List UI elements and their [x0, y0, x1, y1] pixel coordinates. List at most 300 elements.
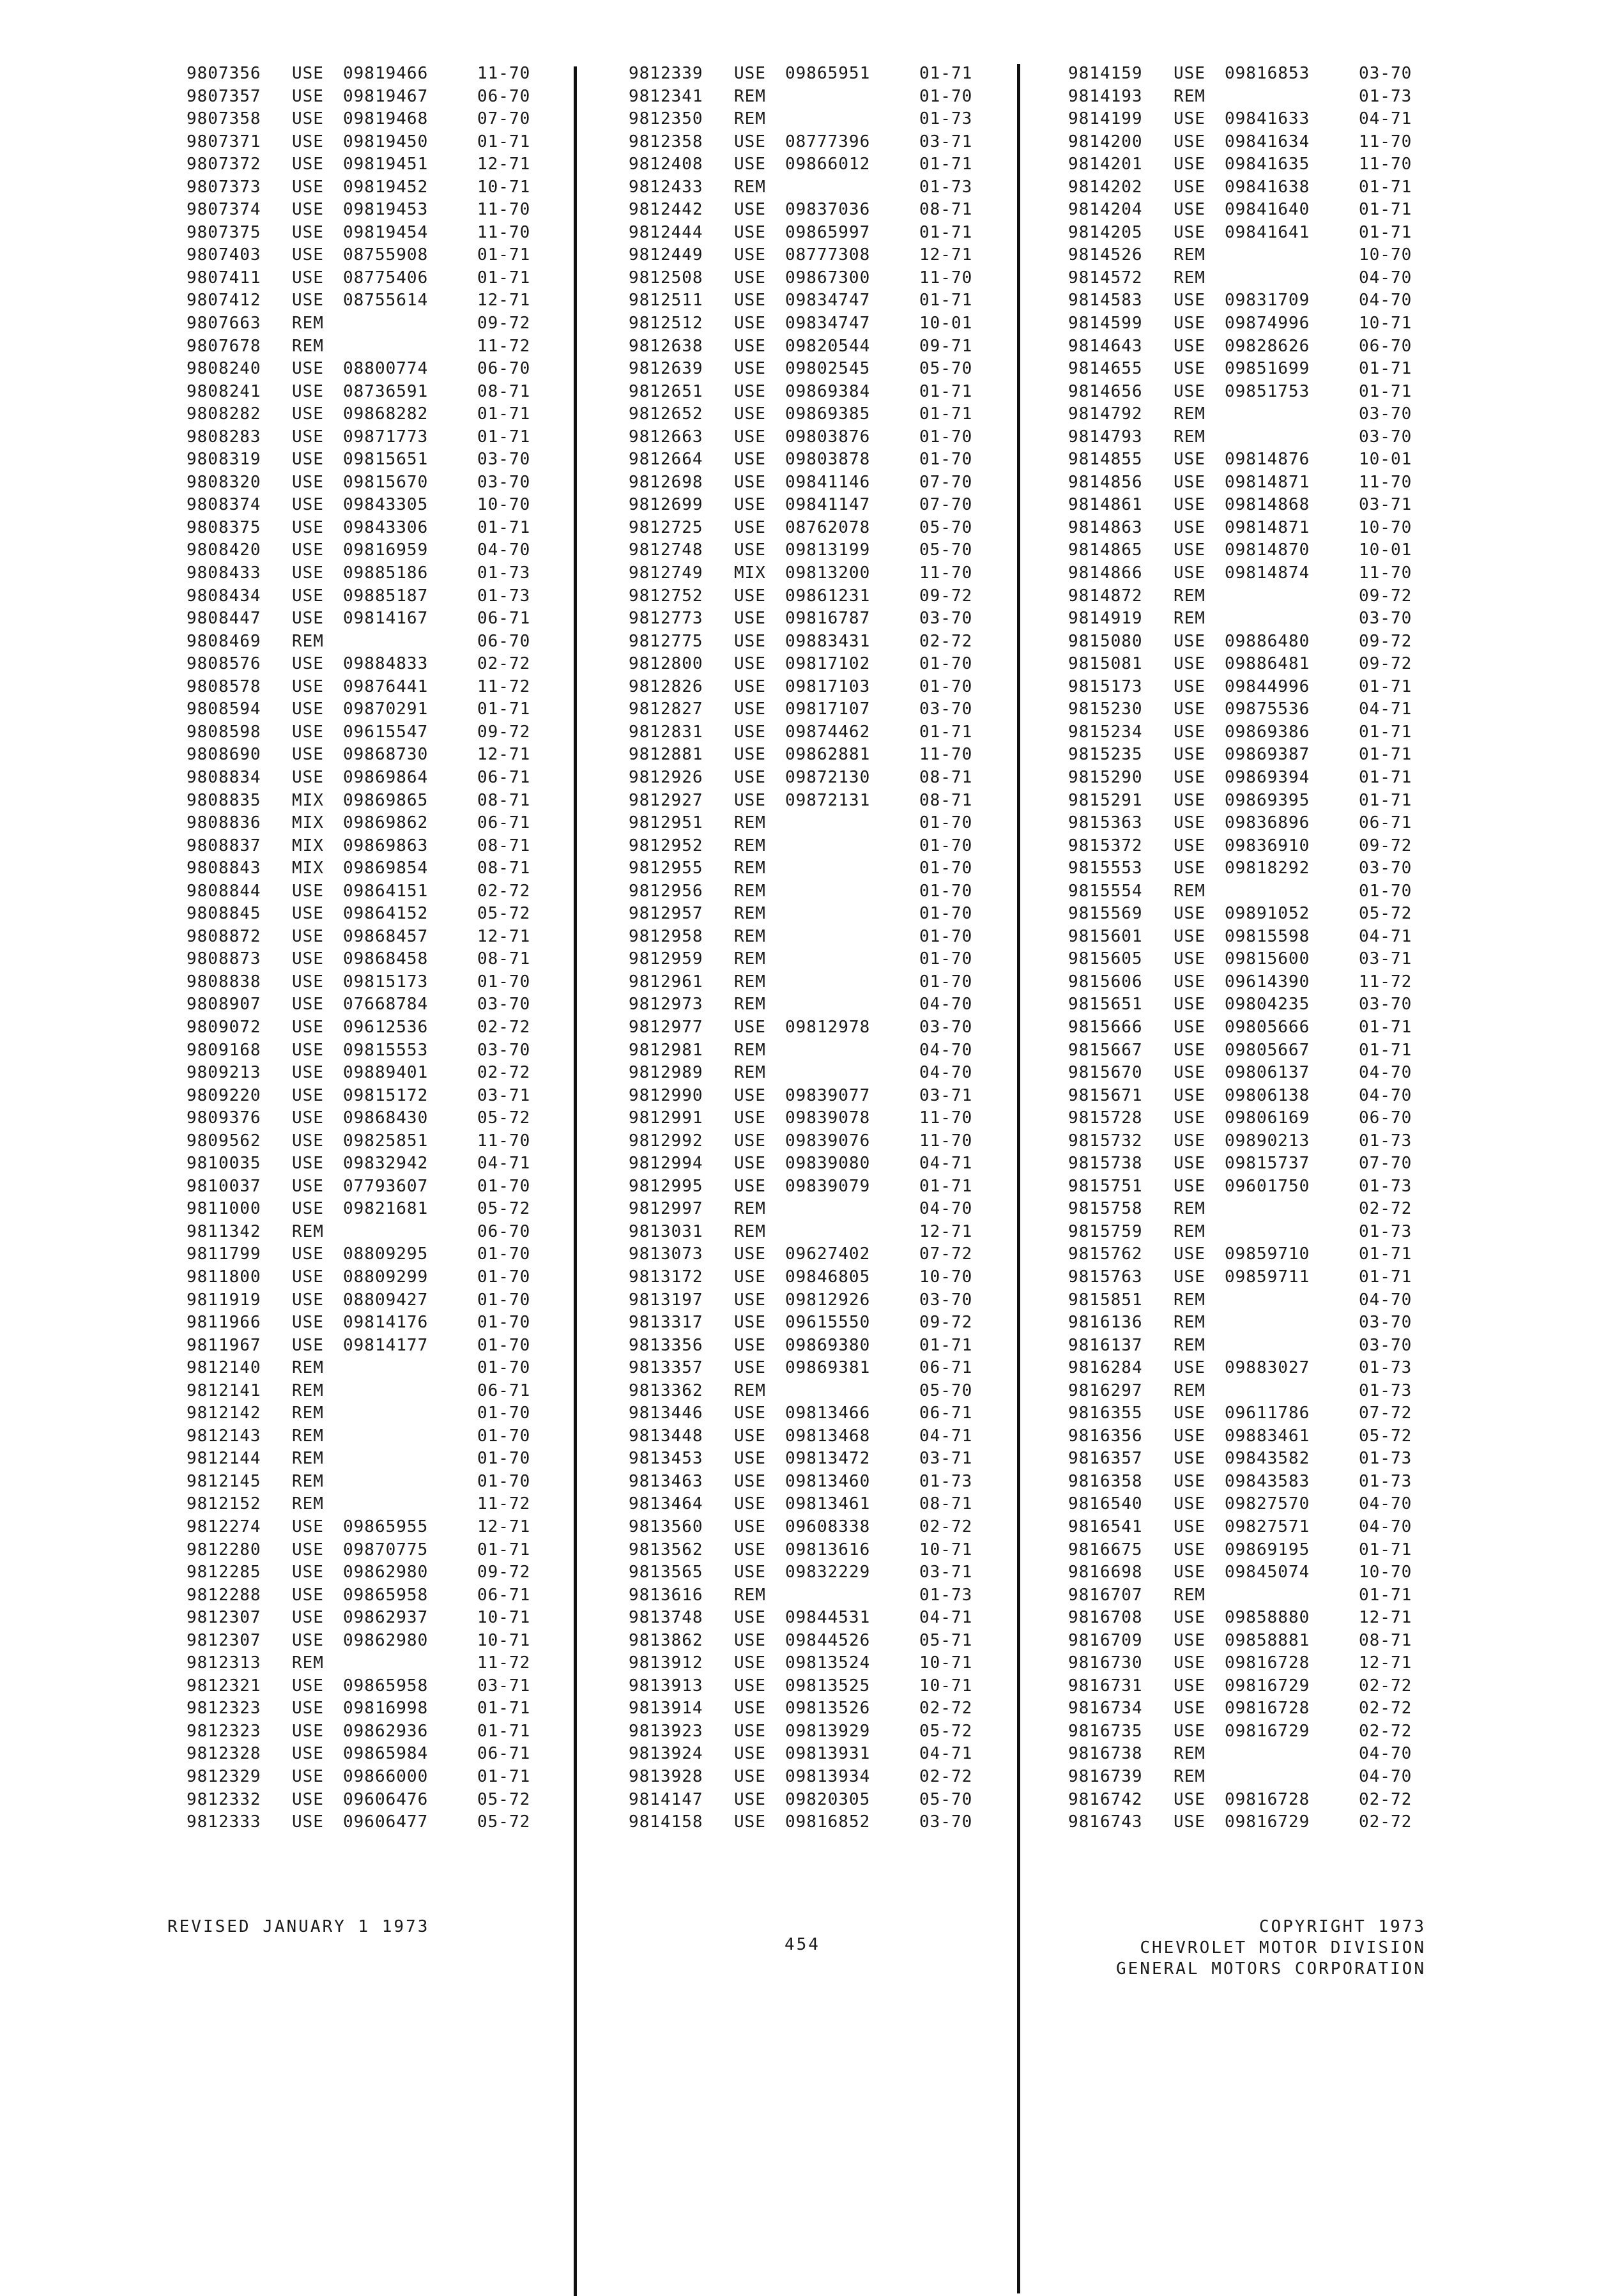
- action-code: REM: [292, 1449, 324, 1469]
- effective-date: 01-71: [919, 291, 973, 310]
- effective-date: 02-72: [919, 1699, 973, 1718]
- part-number: 9812444: [629, 222, 703, 242]
- effective-date: 10-71: [1359, 314, 1412, 333]
- effective-date: 04-70: [1359, 268, 1412, 287]
- table-row: [187, 926, 547, 949]
- effective-date: 06-71: [477, 1744, 531, 1764]
- table-row: [629, 1266, 990, 1289]
- action-code: REM: [1174, 86, 1206, 106]
- effective-date: 01-70: [919, 813, 973, 833]
- effective-date: 03-71: [477, 1085, 531, 1105]
- action-code: USE: [734, 1517, 766, 1536]
- part-number: 9809562: [187, 1131, 261, 1151]
- action-code: USE: [292, 1812, 324, 1832]
- action-code: MIX: [292, 790, 324, 810]
- table-row: [1068, 335, 1429, 358]
- replacement-part-number: 09816853: [1225, 64, 1310, 83]
- part-number: 9812328: [187, 1744, 261, 1764]
- action-code: USE: [1174, 813, 1206, 833]
- effective-date: 02-72: [477, 881, 531, 901]
- action-code: USE: [1174, 1608, 1206, 1628]
- table-row: [187, 993, 547, 1016]
- action-code: USE: [734, 155, 766, 174]
- part-number: 9807663: [187, 314, 261, 333]
- replacement-part-number: 09841633: [1225, 109, 1310, 129]
- effective-date: 10-71: [919, 1676, 973, 1695]
- action-code: USE: [1174, 1244, 1206, 1264]
- effective-date: 09-72: [1359, 631, 1412, 651]
- effective-date: 01-73: [1359, 86, 1412, 106]
- action-code: USE: [1174, 654, 1206, 674]
- part-number: 9812951: [629, 813, 703, 833]
- effective-date: 01-70: [919, 926, 973, 946]
- table-row: [629, 244, 990, 267]
- table-row: [629, 1675, 990, 1698]
- part-number: 9816734: [1068, 1699, 1143, 1718]
- effective-date: 02-72: [477, 1063, 531, 1083]
- replacement-part-number: 09813199: [785, 540, 871, 560]
- replacement-part-number: 09817103: [785, 677, 871, 696]
- replacement-part-number: 09890213: [1225, 1131, 1310, 1151]
- effective-date: 05-72: [477, 904, 531, 924]
- part-number: 9808838: [187, 972, 261, 991]
- table-row: [629, 403, 990, 426]
- action-code: USE: [734, 677, 766, 696]
- table-row: [629, 1402, 990, 1425]
- part-number: 9807373: [187, 177, 261, 197]
- effective-date: 07-70: [919, 495, 973, 515]
- table-row: [629, 222, 990, 245]
- action-code: REM: [734, 881, 766, 901]
- action-code: USE: [1174, 359, 1206, 379]
- table-row: [187, 1312, 547, 1335]
- replacement-part-number: 09844996: [1225, 677, 1310, 696]
- effective-date: 03-71: [1359, 949, 1412, 969]
- table-row: [629, 1516, 990, 1539]
- replacement-part-number: 09839076: [785, 1131, 871, 1151]
- action-code: MIX: [292, 813, 324, 833]
- action-code: USE: [734, 517, 766, 537]
- effective-date: 01-71: [477, 268, 531, 287]
- table-row: [187, 358, 547, 381]
- copyright-block: [1116, 1917, 1426, 1980]
- table-row: [629, 653, 990, 676]
- effective-date: 06-71: [919, 1358, 973, 1378]
- action-code: USE: [1174, 1699, 1206, 1718]
- part-number: 9813356: [629, 1335, 703, 1355]
- replacement-part-number: 07793607: [343, 1176, 429, 1196]
- effective-date: 01-73: [1359, 1221, 1412, 1241]
- table-row: [1068, 1652, 1429, 1675]
- replacement-part-number: 09869386: [1225, 722, 1310, 742]
- effective-date: 05-72: [1359, 1426, 1412, 1446]
- effective-date: 11-70: [919, 745, 973, 765]
- action-code: USE: [734, 1290, 766, 1310]
- table-row: [187, 63, 547, 86]
- part-number: 9816297: [1068, 1381, 1143, 1400]
- table-row: [187, 1539, 547, 1562]
- action-code: USE: [734, 1426, 766, 1446]
- action-code: USE: [734, 1335, 766, 1355]
- effective-date: 10-70: [1359, 245, 1412, 265]
- action-code: USE: [292, 200, 324, 220]
- part-number: 9813031: [629, 1221, 703, 1241]
- part-number: 9812333: [187, 1812, 261, 1832]
- replacement-part-number: 09813472: [785, 1449, 871, 1469]
- replacement-part-number: 09874462: [785, 722, 871, 742]
- effective-date: 03-70: [477, 1040, 531, 1060]
- part-number: 9814872: [1068, 586, 1143, 606]
- action-code: USE: [292, 1540, 324, 1559]
- effective-date: 04-71: [919, 1608, 973, 1628]
- part-number: 9812511: [629, 291, 703, 310]
- action-code: USE: [292, 268, 324, 287]
- part-number: 9816730: [1068, 1653, 1143, 1673]
- part-number: 9813073: [629, 1244, 703, 1264]
- table-row: [187, 1335, 547, 1358]
- effective-date: 01-71: [477, 1540, 531, 1559]
- effective-date: 05-71: [919, 1630, 973, 1650]
- effective-date: 06-70: [1359, 1108, 1412, 1128]
- table-row: [1068, 1743, 1429, 1766]
- table-row: [1068, 676, 1429, 699]
- table-row: [187, 1062, 547, 1085]
- table-row: [187, 381, 547, 404]
- table-row: [629, 1357, 990, 1380]
- part-number: 9815738: [1068, 1154, 1143, 1174]
- part-number: 9814655: [1068, 359, 1143, 379]
- replacement-part-number: 08777396: [785, 132, 871, 151]
- table-row: [629, 562, 990, 585]
- table-row: [187, 1766, 547, 1789]
- effective-date: 03-71: [477, 1676, 531, 1695]
- effective-date: 06-70: [477, 631, 531, 651]
- effective-date: 02-72: [1359, 1812, 1412, 1832]
- part-number: 9808907: [187, 995, 261, 1014]
- table-row: [187, 86, 547, 109]
- action-code: USE: [292, 1335, 324, 1355]
- effective-date: 01-71: [477, 1721, 531, 1741]
- part-number: 9813453: [629, 1449, 703, 1469]
- effective-date: 01-70: [1359, 881, 1412, 901]
- action-code: MIX: [292, 836, 324, 855]
- part-number: 9812323: [187, 1699, 261, 1718]
- effective-date: 04-70: [1359, 1744, 1412, 1764]
- action-code: USE: [1174, 495, 1206, 515]
- action-code: USE: [1174, 1154, 1206, 1174]
- replacement-part-number: 09869864: [343, 767, 429, 787]
- table-row: [629, 698, 990, 721]
- part-number: 9814147: [629, 1789, 703, 1809]
- replacement-part-number: 09804235: [1225, 995, 1310, 1014]
- table-row: [629, 1016, 990, 1039]
- action-code: USE: [1174, 1494, 1206, 1514]
- action-code: USE: [734, 1608, 766, 1628]
- part-number: 9813446: [629, 1404, 703, 1423]
- effective-date: 01-71: [919, 64, 973, 83]
- part-number: 9812350: [629, 109, 703, 129]
- action-code: USE: [734, 1154, 766, 1174]
- action-code: USE: [292, 291, 324, 310]
- effective-date: 03-70: [1359, 427, 1412, 447]
- replacement-part-number: 09844526: [785, 1630, 871, 1650]
- effective-date: 04-70: [1359, 1063, 1412, 1083]
- effective-date: 02-72: [1359, 1721, 1412, 1741]
- part-number: 9813562: [629, 1540, 703, 1559]
- replacement-part-number: 09841640: [1225, 200, 1310, 220]
- replacement-part-number: 09844531: [785, 1608, 871, 1628]
- action-code: USE: [734, 200, 766, 220]
- replacement-part-number: 09868458: [343, 949, 429, 969]
- action-code: USE: [734, 245, 766, 265]
- action-code: USE: [734, 64, 766, 83]
- effective-date: 01-73: [1359, 1358, 1412, 1378]
- replacement-part-number: 09858881: [1225, 1630, 1310, 1650]
- action-code: USE: [1174, 472, 1206, 492]
- effective-date: 01-70: [477, 1426, 531, 1446]
- replacement-part-number: 09865984: [343, 1744, 429, 1764]
- effective-date: 09-72: [1359, 586, 1412, 606]
- part-number: 9807678: [187, 336, 261, 356]
- table-row: [1068, 1016, 1429, 1039]
- effective-date: 12-71: [477, 926, 531, 946]
- table-row: [187, 176, 547, 199]
- effective-date: 01-73: [919, 177, 973, 197]
- table-row: [1068, 471, 1429, 494]
- part-number: 9812990: [629, 1085, 703, 1105]
- part-number: 9814583: [1068, 291, 1143, 310]
- action-code: USE: [734, 1540, 766, 1559]
- part-number: 9812449: [629, 245, 703, 265]
- table-row: [629, 993, 990, 1016]
- table-row: [629, 1448, 990, 1471]
- replacement-part-number: 09812926: [785, 1290, 871, 1310]
- part-number: 9808873: [187, 949, 261, 969]
- action-code: USE: [1174, 1267, 1206, 1287]
- replacement-part-number: 09814871: [1225, 517, 1310, 537]
- action-code: USE: [292, 132, 324, 151]
- action-code: REM: [1174, 404, 1206, 424]
- effective-date: 01-71: [1359, 177, 1412, 197]
- table-row: [629, 1539, 990, 1562]
- replacement-part-number: 09862881: [785, 745, 871, 765]
- action-code: REM: [1174, 881, 1206, 901]
- effective-date: 11-72: [477, 1653, 531, 1673]
- effective-date: 11-72: [477, 677, 531, 696]
- replacement-part-number: 09869384: [785, 381, 871, 401]
- effective-date: 01-71: [477, 427, 531, 447]
- table-row: [629, 289, 990, 312]
- part-number: 9814200: [1068, 132, 1143, 151]
- replacement-part-number: 09831709: [1225, 291, 1310, 310]
- part-number: 9808283: [187, 427, 261, 447]
- part-number: 9815235: [1068, 745, 1143, 765]
- replacement-part-number: 09869380: [785, 1335, 871, 1355]
- table-row: [629, 1335, 990, 1358]
- table-row: [629, 857, 990, 880]
- part-number: 9812977: [629, 1017, 703, 1037]
- action-code: USE: [292, 222, 324, 242]
- table-row: [1068, 1493, 1429, 1516]
- table-row: [187, 971, 547, 994]
- replacement-part-number: 09819453: [343, 200, 429, 220]
- effective-date: 06-70: [477, 86, 531, 106]
- action-code: USE: [734, 767, 766, 787]
- table-row: [1068, 1789, 1429, 1812]
- part-number: 9814792: [1068, 404, 1143, 424]
- part-number: 9808576: [187, 654, 261, 674]
- replacement-part-number: 09813931: [785, 1744, 871, 1764]
- effective-date: 10-01: [1359, 540, 1412, 560]
- action-code: USE: [292, 700, 324, 719]
- part-number: 9814201: [1068, 155, 1143, 174]
- replacement-part-number: 09845074: [1225, 1563, 1310, 1582]
- action-code: USE: [1174, 1426, 1206, 1446]
- table-row: [629, 517, 990, 540]
- replacement-part-number: 09806137: [1225, 1063, 1310, 1083]
- effective-date: 04-70: [1359, 1517, 1412, 1536]
- table-row: [629, 153, 990, 176]
- table-row: [629, 608, 990, 631]
- replacement-part-number: 09851753: [1225, 381, 1310, 401]
- table-row: [1068, 698, 1429, 721]
- part-number: 9816731: [1068, 1676, 1143, 1695]
- table-row: [1068, 1471, 1429, 1494]
- effective-date: 01-71: [1359, 677, 1412, 696]
- table-row: [187, 131, 547, 154]
- action-code: REM: [1174, 609, 1206, 629]
- action-code: USE: [292, 1767, 324, 1787]
- table-row: [187, 1152, 547, 1175]
- part-number: 9815230: [1068, 700, 1143, 719]
- table-row: [1068, 1175, 1429, 1198]
- table-row: [629, 767, 990, 790]
- replacement-part-number: 09827571: [1225, 1517, 1310, 1536]
- replacement-part-number: 09819450: [343, 132, 429, 151]
- part-number: 9813913: [629, 1676, 703, 1695]
- part-number: 9812827: [629, 700, 703, 719]
- table-row: [629, 1039, 990, 1062]
- table-row: [629, 948, 990, 971]
- effective-date: 01-70: [919, 881, 973, 901]
- part-number: 9816735: [1068, 1721, 1143, 1741]
- table-row: [629, 426, 990, 449]
- action-code: USE: [1174, 1085, 1206, 1105]
- part-number: 9807412: [187, 291, 261, 310]
- replacement-part-number: 09813466: [785, 1404, 871, 1423]
- table-row: [629, 335, 990, 358]
- effective-date: 01-70: [477, 1449, 531, 1469]
- part-number: 9807358: [187, 109, 261, 129]
- table-row: [629, 744, 990, 767]
- effective-date: 09-72: [919, 586, 973, 606]
- effective-date: 12-71: [1359, 1608, 1412, 1628]
- effective-date: 03-71: [919, 1449, 973, 1469]
- effective-date: 01-71: [919, 1176, 973, 1196]
- effective-date: 02-72: [919, 1517, 973, 1536]
- table-row: [187, 653, 547, 676]
- action-code: USE: [292, 995, 324, 1014]
- part-number: 9812773: [629, 609, 703, 629]
- part-number: 9815363: [1068, 813, 1143, 833]
- action-code: USE: [734, 1176, 766, 1196]
- replacement-part-number: 09825851: [343, 1131, 429, 1151]
- table-row: [1068, 653, 1429, 676]
- table-row: [629, 539, 990, 562]
- part-number: 9808434: [187, 586, 261, 606]
- table-row: [1068, 539, 1429, 562]
- replacement-part-number: 09816728: [1225, 1653, 1310, 1673]
- replacement-part-number: 09869395: [1225, 790, 1310, 810]
- action-code: USE: [734, 722, 766, 742]
- table-row: [187, 289, 547, 312]
- action-code: USE: [292, 404, 324, 424]
- replacement-part-number: 09819454: [343, 222, 429, 242]
- effective-date: 10-71: [477, 1608, 531, 1628]
- effective-date: 12-71: [477, 745, 531, 765]
- effective-date: 11-70: [919, 268, 973, 287]
- replacement-part-number: 09868430: [343, 1108, 429, 1128]
- replacement-part-number: 09865955: [343, 1517, 429, 1536]
- table-row: [187, 1789, 547, 1812]
- action-code: REM: [734, 972, 766, 991]
- table-row: [1068, 971, 1429, 994]
- replacement-part-number: 09614390: [1225, 972, 1310, 991]
- replacement-part-number: 09841146: [785, 472, 871, 492]
- copyright-line: GENERAL MOTORS CORPORATION: [1116, 1959, 1426, 1978]
- table-row: [1068, 812, 1429, 835]
- action-code: USE: [734, 1563, 766, 1582]
- action-code: REM: [734, 1381, 766, 1400]
- replacement-part-number: 09869387: [1225, 745, 1310, 765]
- part-number: 9808375: [187, 517, 261, 537]
- effective-date: 01-70: [919, 859, 973, 878]
- part-number: 9814861: [1068, 495, 1143, 515]
- table-row: [187, 631, 547, 654]
- replacement-part-number: 09883027: [1225, 1358, 1310, 1378]
- part-number: 9812800: [629, 654, 703, 674]
- action-code: USE: [292, 359, 324, 379]
- action-code: USE: [734, 1744, 766, 1764]
- effective-date: 01-70: [919, 427, 973, 447]
- replacement-part-number: 09841638: [1225, 177, 1310, 197]
- replacement-part-number: 09872131: [785, 790, 871, 810]
- action-code: USE: [1174, 631, 1206, 651]
- effective-date: 06-71: [1359, 813, 1412, 833]
- table-row: [629, 1743, 990, 1766]
- effective-date: 01-71: [919, 1335, 973, 1355]
- table-row: [1068, 721, 1429, 744]
- replacement-part-number: 09819466: [343, 64, 429, 83]
- action-code: USE: [734, 381, 766, 401]
- replacement-part-number: 09815670: [343, 472, 429, 492]
- action-code: REM: [734, 995, 766, 1014]
- table-row: [1068, 857, 1429, 880]
- action-code: USE: [292, 745, 324, 765]
- effective-date: 12-71: [477, 1517, 531, 1536]
- part-number: 9816738: [1068, 1744, 1143, 1764]
- part-number: 9815554: [1068, 881, 1143, 901]
- action-code: USE: [292, 155, 324, 174]
- part-number: 9816743: [1068, 1812, 1143, 1832]
- replacement-part-number: 09839079: [785, 1176, 871, 1196]
- effective-date: 01-71: [477, 245, 531, 265]
- replacement-part-number: 08777308: [785, 245, 871, 265]
- replacement-part-number: 09846805: [785, 1267, 871, 1287]
- action-code: REM: [734, 1040, 766, 1060]
- part-number: 9811967: [187, 1335, 261, 1355]
- replacement-part-number: 09817102: [785, 654, 871, 674]
